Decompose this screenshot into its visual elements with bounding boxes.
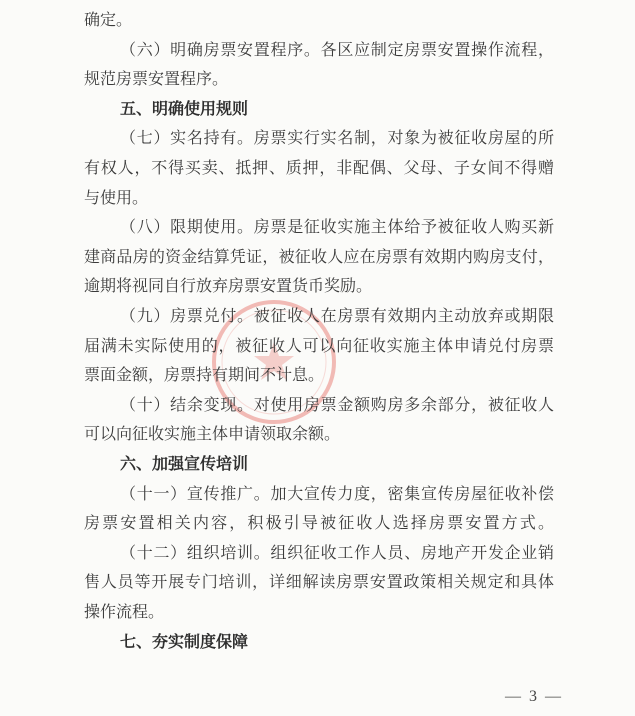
paragraph-line: （九）房票兑付。被征收人在房票有效期内主动放弃或期限 (120, 306, 554, 325)
paragraph-line: 届满未实际使用的，被征收人可以向征收实施主体申请兑付房票 (84, 335, 554, 355)
section-heading: 六、加强宣传培训 (120, 454, 249, 473)
paragraph-line: （八）限期使用。房票是征收实施主体给予被征收人购买新 (120, 217, 554, 237)
section-heading: 七、夯实制度保障 (120, 631, 249, 651)
paragraph-line: 房票安置相关内容，积极引导被征收人选择房票安置方式。 (84, 513, 554, 533)
paragraph-line: 逾期将视同自行放弃房票安置货币奖励。 (84, 276, 373, 296)
paragraph-line: 操作流程。 (84, 602, 165, 621)
paragraph-line: 有权人，不得买卖、抵押、质押，非配偶、父母、子女间不得赠 (84, 158, 554, 177)
paragraph-line: 与使用。 (84, 187, 149, 207)
paragraph-line: （十）结余变现。对使用房票金额购房多余部分，被征收人 (120, 394, 554, 414)
paragraph-line: （十一）宣传推广。加大宣传力度，密集宣传房屋征收补偿 (120, 483, 554, 503)
paragraph-line: 票面金额，房票持有期间不计息。 (84, 365, 325, 385)
page-number: — 3 — (505, 688, 563, 705)
section-heading: 五、明确使用规则 (120, 98, 249, 118)
paragraph-line: 售人员等开展专门培训，详细解读房票安置政策相关规定和具体 (84, 572, 554, 592)
paragraph-line: 可以向征收实施主体申请领取余额。 (84, 424, 341, 444)
paragraph-line: 规范房票安置程序。 (84, 69, 229, 89)
paragraph-line: （十二）组织培训。组织征收工作人员、房地产开发企业销 (120, 542, 554, 562)
paragraph-line: 建商品房的资金结算凭证，被征收人应在房票有效期内购房支付， (84, 246, 554, 266)
paragraph-line: （七）实名持有。房票实行实名制，对象为被征收房屋的所 (120, 128, 554, 148)
paragraph-line: 确定。 (84, 10, 133, 29)
paragraph-line: （六）明确房票安置程序。各区应制定房票安置操作流程， (120, 39, 554, 59)
